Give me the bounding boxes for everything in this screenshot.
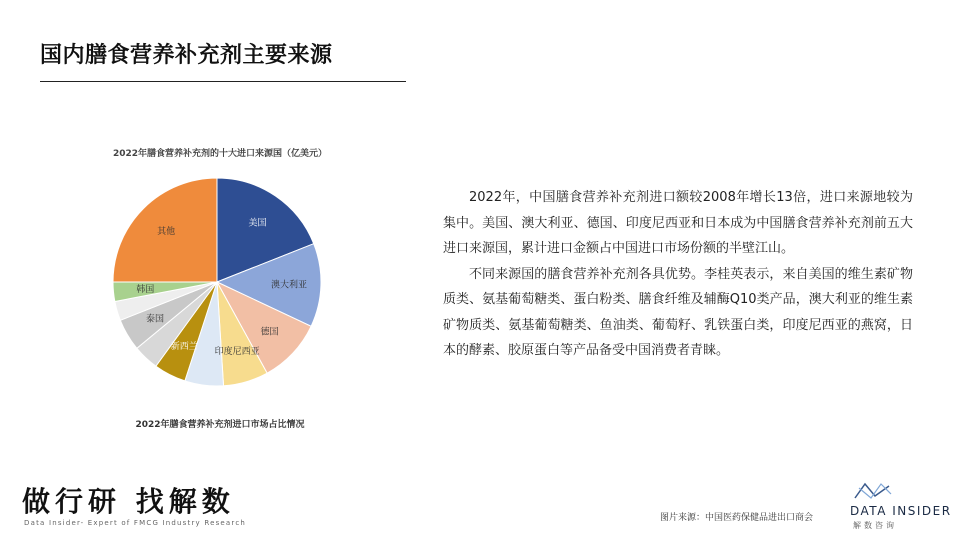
pie-slice-label: 其他: [157, 227, 176, 238]
pie-slice-label: 德国: [260, 327, 279, 338]
chart-title: 2022年膳食营养补充剂的十大进口来源国（亿美元）: [112, 149, 328, 159]
pie-slice-label: 美国: [248, 218, 267, 229]
paragraph-2: 不同来源国的膳食营养补充剂各具优势。李桂英表示，来自美国的维生素矿物质类、氨基葡萄糖类、蛋白粉类、膳食纤维及辅酶Q10类产品，澳大利亚的维生素矿物质类、氨基葡萄糖类、鱼油类、葡萄籽、乳铁蛋白类，印度尼西亚的燕窝，日本的酵素、胶原蛋白等产品备受中国消费者青睐。: [443, 266, 913, 358]
logo-wordmark: DATA INSIDER: [850, 504, 952, 518]
pie-slice-label: 印度尼西亚: [214, 347, 260, 358]
pie-slice-label: 新西兰: [170, 342, 198, 353]
pie-slice-label: 澳大利亚: [270, 280, 308, 291]
data-insider-logo-icon: [853, 480, 893, 502]
title-divider: [40, 81, 406, 82]
pie-slice-label: 泰国: [145, 314, 165, 325]
pie-chart: [100, 150, 340, 400]
pie-slice-label: 韩国: [136, 284, 155, 295]
image-source-note: 图片来源：中国医药保健品进出口商会: [660, 513, 814, 523]
paragraph-1: 2022年，中国膳食营养补充剂进口额较2008年增长13倍，进口来源地较为集中。美国、澳大利亚、德国、印度尼西亚和日本成为中国膳食营养补充剂前五大进口来源国，累计进口金额占中国进口市场份额的半壁江山。: [443, 190, 913, 256]
body-text: [443, 185, 913, 364]
brand-tagline: Data Insider- Expert of FMCG Industry Research: [24, 519, 247, 527]
logo-subtitle: 解数咨询: [853, 521, 897, 530]
page-title: 国内膳食营养补充剂主要来源: [40, 43, 333, 68]
chart-caption: 2022年膳食营养补充剂进口市场占比情况: [135, 420, 305, 430]
brand-slogan: 做行研 找解数: [22, 485, 235, 518]
